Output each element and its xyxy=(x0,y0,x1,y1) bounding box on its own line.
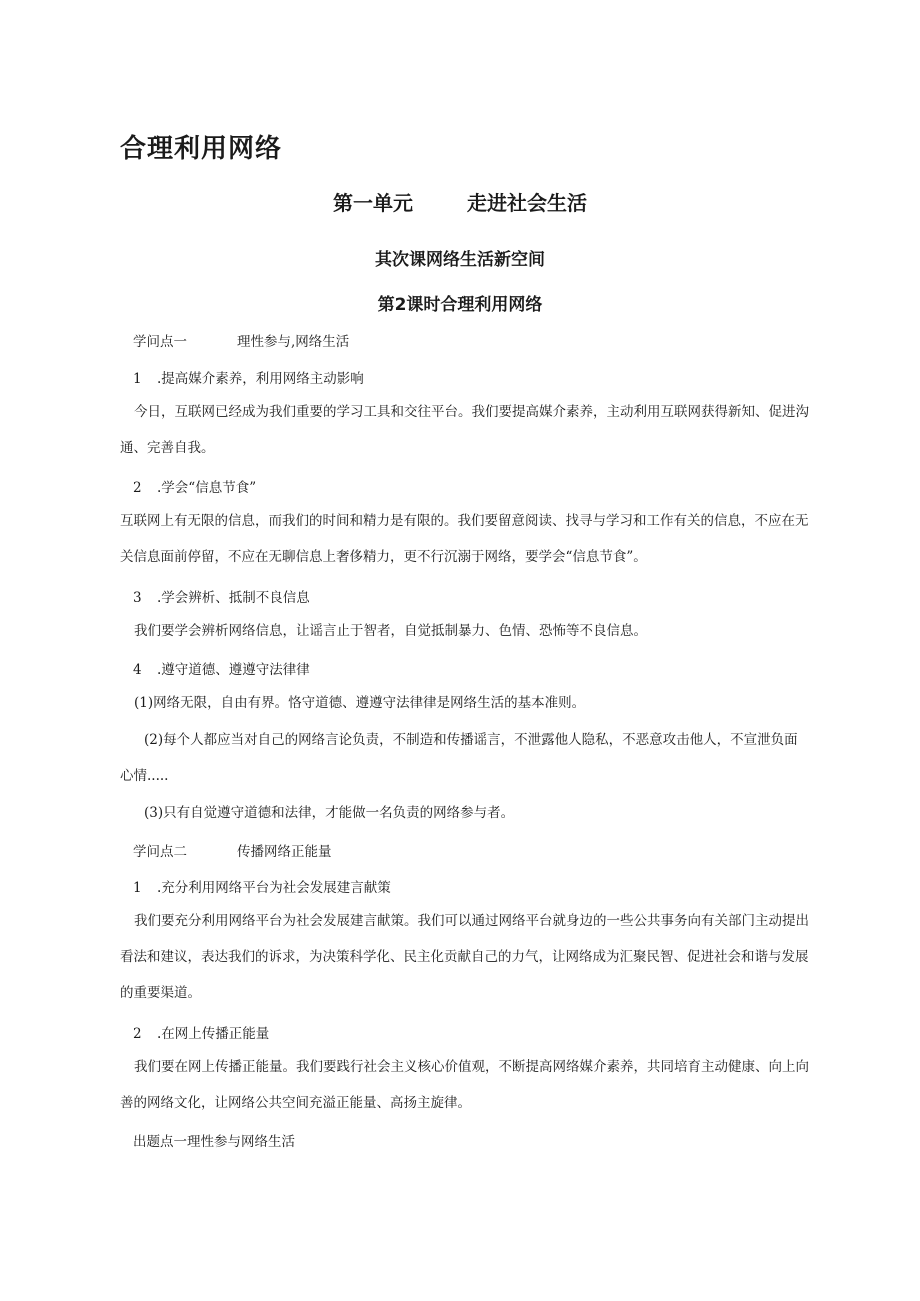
section2-label: 学问点二 xyxy=(133,844,187,860)
section1-para1: 今日，互联网已经成为我们重要的学习工具和交往平台。我们要提高媒介素养，主动利用互联网获得新知、促进沟通、完善自我。 xyxy=(120,404,809,456)
section2-item1: 1 .充分利用网络平台为社会发展建言献策 xyxy=(133,880,391,896)
section2-item2: 2 .在网上传播正能量 xyxy=(133,1026,270,1042)
section1-sub1: (1)网络无限，自由有界。恪守道德、遵遵守法律律是网络生活的基本准则。 xyxy=(134,695,586,711)
unit-heading xyxy=(0,187,920,216)
section2-para2: 我们要在网上传播正能量。我们要践行社会主义核心价值观，不断提高网络媒介素养，共同培育主动健康、向上向善的网络文化，让网络公共空间充溢正能量、高扬主旋律。 xyxy=(120,1059,809,1111)
section1-sub2: (2)每个人都应当对自己的网络言论负责，不制造和传播谣言，不泄露他人隐私，不恶意攻击他人，不宣泄负面心情..... xyxy=(120,732,798,784)
section1-sub3: (3)只有自觉遵守道德和法律，才能做一名负责的网络参与者。 xyxy=(144,805,515,821)
section2-title: 传播网络正能量 xyxy=(237,844,332,860)
unit-label: 第一单元 xyxy=(333,191,413,215)
section2-para1: 我们要充分利用网络平台为社会发展建言献策。我们可以通过网络平台就身边的一些公共事务向有关部门主动提出看法和建议，表达我们的诉求，为决策科学化、民主化贡献自己的力气，让网络成为汇聚民智、促进社会和谐与发展的重要渠道。 xyxy=(120,913,809,1001)
section1-para3: 我们要学会辨析网络信息，让谣言止于智者，自觉抵制暴力、色情、恐怖等不良信息。 xyxy=(134,623,647,639)
lesson-title: 其次课网络生活新空间 xyxy=(375,250,545,270)
period-title: 第2课时合理利用网络 xyxy=(377,295,543,315)
footer-line: 出题点一理性参与网络生活 xyxy=(133,1134,295,1150)
section1-para2: 互联网上有无限的信息，而我们的时间和精力是有限的。我们要留意阅读、找寻与学习和工作有关的信息，不应在无关信息面前停留，不应在无聊信息上奢侈精力，更不行沉溺于网络，要学会“信息节食”。 xyxy=(120,513,809,565)
document-title: 合理利用网络 xyxy=(120,134,283,164)
section1-heading xyxy=(133,330,349,350)
section1-item4: 4 .遵守道德、遵遵守法律律 xyxy=(133,662,310,678)
section1-title: 理性参与,网络生活 xyxy=(237,334,350,350)
section1-item1: 1 .提高媒介素养，利用网络主动影响 xyxy=(133,371,364,387)
section1-label: 学问点一 xyxy=(133,334,187,350)
section1-item3: 3 .学会辨析、抵制不良信息 xyxy=(133,590,310,606)
section1-item2: 2 .学会“信息节食” xyxy=(133,480,257,496)
section2-heading xyxy=(133,840,332,860)
unit-name: 走进社会生活 xyxy=(467,191,587,215)
